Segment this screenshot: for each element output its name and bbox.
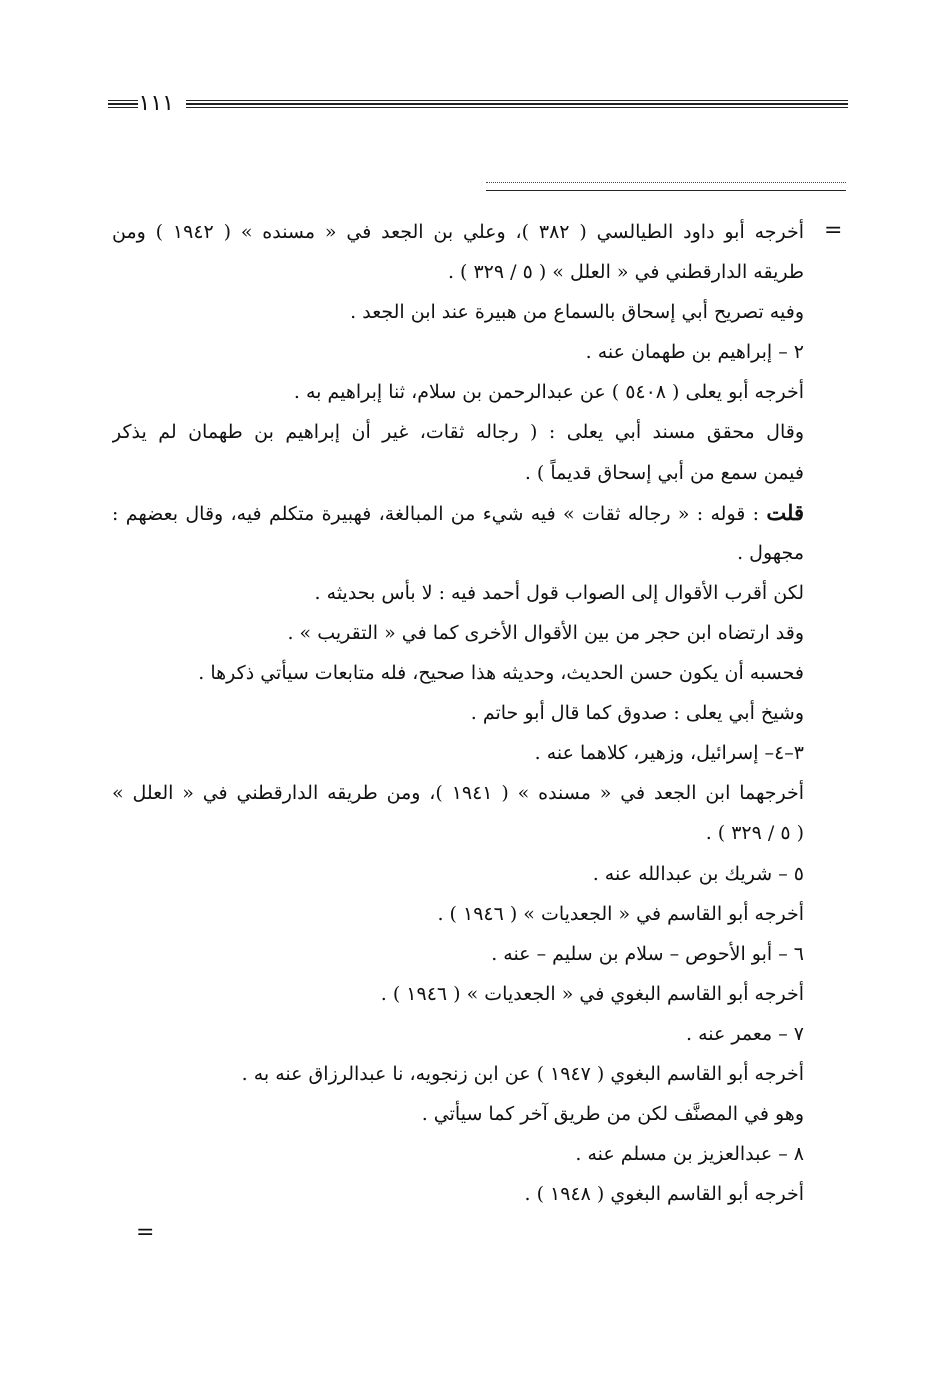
text-line bbox=[112, 453, 804, 493]
continuation-mark-bottom: = bbox=[136, 1220, 155, 1245]
footnote-separator bbox=[486, 190, 846, 191]
text-line bbox=[112, 372, 804, 412]
line-text: : قوله : « رجاله ثقات » فيه شيء من المبالغة، فهبيرة متكلم فيه، وقال بعضهم : bbox=[112, 502, 767, 525]
text-line bbox=[112, 813, 804, 853]
text-line bbox=[112, 854, 804, 894]
line-text: ٥ – شريك بن عبدالله عنه . bbox=[592, 862, 804, 885]
text-line bbox=[112, 1174, 804, 1214]
text-line bbox=[112, 292, 804, 332]
continuation-mark-top: = bbox=[824, 218, 843, 243]
text-line bbox=[112, 1054, 804, 1094]
line-text: طريقه الدارقطني في « العلل » ( ٥ / ٣٢٩ ) . bbox=[447, 261, 804, 284]
line-text: فيمن سمع من أبي إسحاق قديماً ) . bbox=[524, 461, 804, 484]
text-line bbox=[112, 773, 804, 813]
line-text: أخرجه أبو القاسم البغوي في « الجعديات » ( ١٩٤٦ ) . bbox=[380, 982, 804, 1005]
line-text: وقد ارتضاه ابن حجر من بين الأقوال الأخرى كما في « التقريب » . bbox=[287, 621, 804, 644]
text-line bbox=[112, 252, 804, 292]
line-text: ٢ – إبراهيم بن طهمان عنه . bbox=[585, 341, 804, 364]
text-line bbox=[112, 653, 804, 693]
line-text: وفيه تصريح أبي إسحاق بالسماع من هبيرة عند ابن الجعد . bbox=[350, 301, 804, 324]
text-line bbox=[112, 332, 804, 372]
text-line bbox=[112, 934, 804, 974]
line-text: مجهول . bbox=[737, 541, 804, 564]
lead-word: قلت bbox=[766, 499, 804, 525]
line-text: أخرجه أبو داود الطيالسي ( ٣٨٢ )، وعلي بن الجعد في « مسنده » ( ١٩٤٢ ) ومن bbox=[112, 221, 804, 243]
line-text: ٧ – معمر عنه . bbox=[686, 1022, 804, 1045]
text-line bbox=[112, 1094, 804, 1134]
line-text: فحسبه أن يكون حسن الحديث، وحديثه هذا صحيح، فله متابعات سيأتي ذكرها . bbox=[198, 662, 804, 685]
text-line bbox=[112, 533, 804, 573]
text-line bbox=[112, 212, 804, 252]
line-text: أخرجهما ابن الجعد في « مسنده » ( ١٩٤١ )، ومن طريقه الدارقطني في « العلل » bbox=[112, 782, 804, 805]
text-line bbox=[112, 1134, 804, 1174]
line-text: أخرجه أبو القاسم البغوي ( ١٩٤٧ ) عن ابن زنجويه، نا عبدالرزاق عنه به . bbox=[241, 1062, 804, 1085]
line-text: وقال محقق مسند أبي يعلى : ( رجاله ثقات، غير أن إبراهيم بن طهمان لم يذكر bbox=[112, 421, 804, 444]
text-line bbox=[112, 974, 804, 1014]
text-line bbox=[112, 1014, 804, 1054]
line-text: ٨ – عبدالعزيز بن مسلم عنه . bbox=[575, 1143, 804, 1166]
header-rule-right bbox=[186, 100, 848, 110]
text-line bbox=[112, 573, 804, 613]
text-line bbox=[112, 613, 804, 653]
line-text: وشيخ أبي يعلى : صدوق كما قال أبو حاتم . bbox=[470, 702, 804, 725]
line-text: لكن أقرب الأقوال إلى الصواب قول أحمد فيه : لا بأس بحديثه . bbox=[314, 581, 804, 604]
text-line bbox=[112, 894, 804, 934]
page-number: ١١١ bbox=[138, 91, 174, 116]
text-line bbox=[112, 493, 804, 533]
line-text: ٣–٤– إسرائيل، وزهير، كلاهما عنه . bbox=[534, 742, 804, 765]
line-text: ٦ – أبو الأحوص – سلام بن سليم – عنه . bbox=[491, 942, 804, 965]
text-line bbox=[112, 693, 804, 733]
header-rule-left bbox=[108, 100, 138, 110]
line-text: ( ٥ / ٣٢٩ ) . bbox=[705, 822, 804, 845]
page-header bbox=[108, 92, 848, 122]
text-line bbox=[112, 412, 804, 452]
text-line bbox=[112, 733, 804, 773]
line-text: أخرجه أبو القاسم في « الجعديات » ( ١٩٤٦ ) . bbox=[437, 902, 804, 925]
line-text: أخرجه أبو يعلى ( ٥٤٠٨ ) عن عبدالرحمن بن سلام، ثنا إبراهيم به . bbox=[293, 381, 804, 404]
footnote-dotted-separator bbox=[486, 182, 846, 183]
footnote-text bbox=[112, 212, 804, 1214]
line-text: وهو في المصنَّف لكن من طريق آخر كما سيأتي . bbox=[421, 1103, 804, 1126]
line-text: أخرجه أبو القاسم البغوي ( ١٩٤٨ ) . bbox=[524, 1183, 804, 1206]
